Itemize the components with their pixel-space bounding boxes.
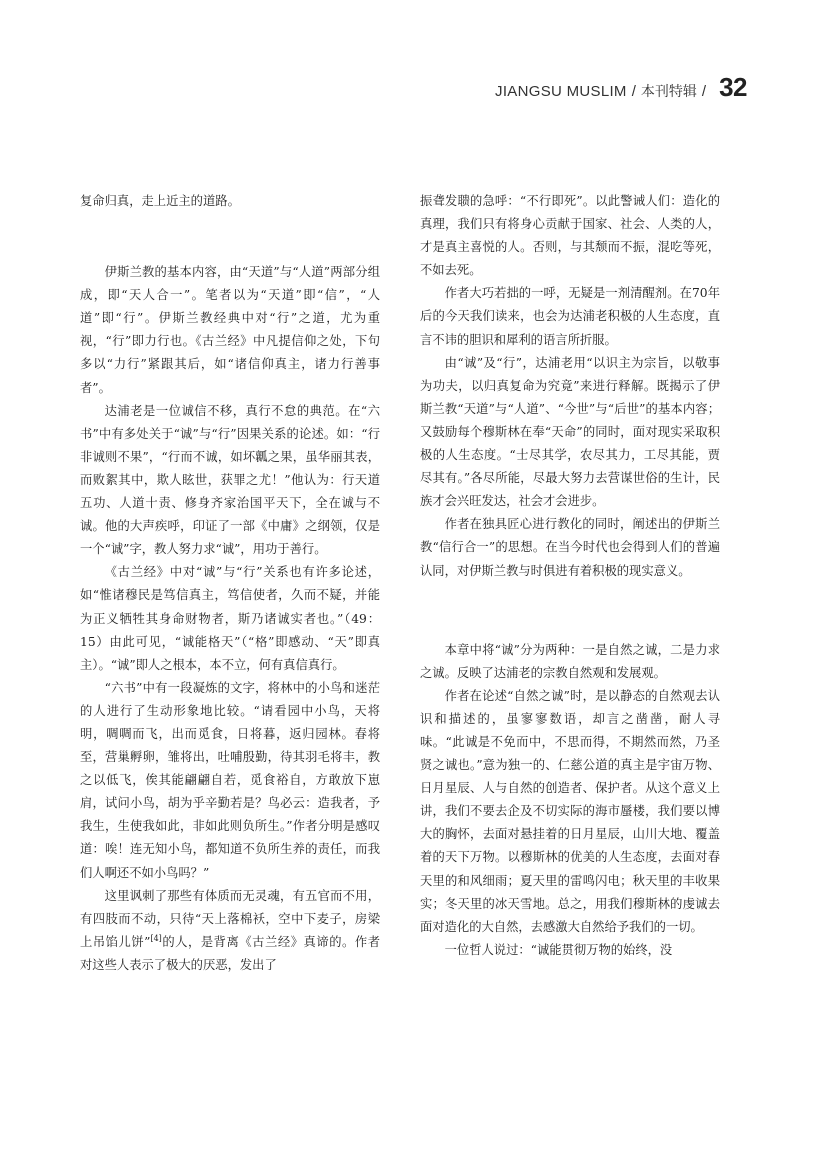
- paragraph: 本章中将“诚”分为两种：一是自然之诚，二是力求之诚。反映了达浦老的宗教自然观和发展观。: [420, 642, 720, 680]
- reference-marker: [4]: [150, 933, 162, 943]
- running-header: [495, 72, 747, 103]
- paragraph: “六书”中有一段凝炼的文字，将林中的小鸟和迷茫的人进行了生动形象地比较。“请看园中小鸟，天将明，啁啁而飞，出而觅食，日将暮，返归园林。春将至，营巢孵卵，雏将出，吐哺殷勤，待其羽毛将丰，教之以低飞，俟其能翩翩自若，觅食裕自，方敢放下崽肩，试问小鸟，胡为乎辛勤若是？鸟必云：造我者，予我生，生使我如此，非如此则负所生。”作者分明是感叹道：唉！连无知小鸟，都知道不负所生养的责任，而我们人啊还不如小鸟吗？”: [80, 680, 380, 880]
- paragraph: 《古兰经》中对“诚”与“行”关系也有许多论述，如“惟诸穆民是笃信真主，笃信使者，久而不疑，并能为正义牺牲其身命财物者，斯乃诸诚实者也。”（49：15）由此可见，“诚能格天”（“格”即感动、“天”即真主）。“诚”即人之根本，本不立，何有真信真行。: [80, 565, 380, 672]
- paragraph: 作者在独具匠心进行教化的同时，阐述出的伊斯兰教“信行合一”的思想。在当今时代也会得到人们的普遍认同，对伊斯兰教与时俱进有着积极的现实意义。: [420, 517, 720, 578]
- magazine-name: JIANGSU MUSLIM: [495, 83, 627, 100]
- section-name: 本刊特辑: [640, 83, 697, 99]
- paragraph: 作者在论述“自然之诚”时，是以静态的自然观去认识和描述的，虽寥寥数语，却言之凿凿，耐人寻味。“此诚是不免而中，不思而得，不期然而然，乃圣贤之诚也。”意为独一的、仁慈公道的真主是宇宙万物、日月星辰、人与自然的创造者、保护者。从这个意义上讲，我们不要去企及不切实际的海市蜃楼，我们要以博大的胸怀，去面对悬挂着的日月星辰，山川大地、覆盖着的天下万物。以穆斯林的优美的人生态度，去面对春天里的和风细雨；夏天里的雷鸣闪电；秋天里的丰收果实；冬天里的冰天雪地。总之，用我们穆斯林的虔诚去面对造化的大自然，去感激大自然给予我们的一切。: [420, 688, 720, 934]
- paragraph: 由“诚”及“行”，达浦老用“以识主为宗旨，以敬事为功夫，以归真复命为究竟”来进行释解。既揭示了伊斯兰教“天道”与“人道”、“今世”与“后世”的基本内容；又鼓励每个穆斯林在奉“天命”的同时，面对现实采取积极的人生态度。“士尽其学，农尽其力，工尽其能，贾尽其有。”各尽所能，尽最大努力去营谋世俗的生计，民族才会兴旺发达，社会才会进步。: [420, 355, 720, 509]
- left-column: [80, 190, 380, 977]
- paragraph: [80, 885, 380, 977]
- paragraph: 达浦老是一位诚信不移，真行不怠的典范。在“六书”中有多处关于“诚”与“行”因果关系的论述。如：“行非诚则不果”，“行而不诚，如坏瓤之果，虽华丽其表，而败絮其中，欺人眩世，获罪之尤！”他认为：行天道五功、人道十责、修身齐家治国平天下，全在诚与不诚。他的大声疾呼，印证了一部《中庸》之纲领，仅是一个“诚”字，教人努力求“诚”，用功于善行。: [80, 403, 380, 557]
- page-number: 32: [719, 72, 747, 102]
- header-separator: /: [631, 83, 636, 100]
- right-column: [420, 190, 720, 962]
- paragraph: 一位哲人说过：“诚能贯彻万物的始终，没: [444, 942, 673, 957]
- paragraph: 振聋发聩的急呼：“不行即死”。以此警诫人们：造化的真理，我们只有将身心贡献于国家、社会、人类的人，才是真主喜悦的人。否则，与其颓而不振，混吃等死，不如去死。: [420, 194, 720, 278]
- paragraph-text: 的人，是背离《古兰经》真谛的。作者对这些人表示了极大的厌恶，发出了: [80, 934, 380, 972]
- paragraph-text: 这里讽刺了那些有体质而无灵魂，有五官而不用，有四肢而不动，只待“天上落棉袄，空中下麦子，房梁上吊馅儿饼”: [80, 888, 380, 949]
- paragraph: 作者大巧若拙的一呼，无疑是一剂清醒剂。在70年后的今天我们读来，也会为达浦老积极的人生态度，直言不讳的胆识和犀利的语言所折服。: [420, 286, 720, 347]
- paragraph: 复命归真，走上近主的道路。: [80, 194, 240, 208]
- paragraph: 伊斯兰教的基本内容，由“天道”与“人道”两部分组成，即“天人合一”。笔者以为“天道”即“信”，“人道”即“行”。伊斯兰教经典中对“行”之道，尤为重视，“行”即力行也。《古兰经》中凡提信仰之处，下句多以“力行”紧跟其后，如“诸信仰真主，诸力行善事者”。: [80, 265, 380, 395]
- header-separator: /: [701, 83, 707, 100]
